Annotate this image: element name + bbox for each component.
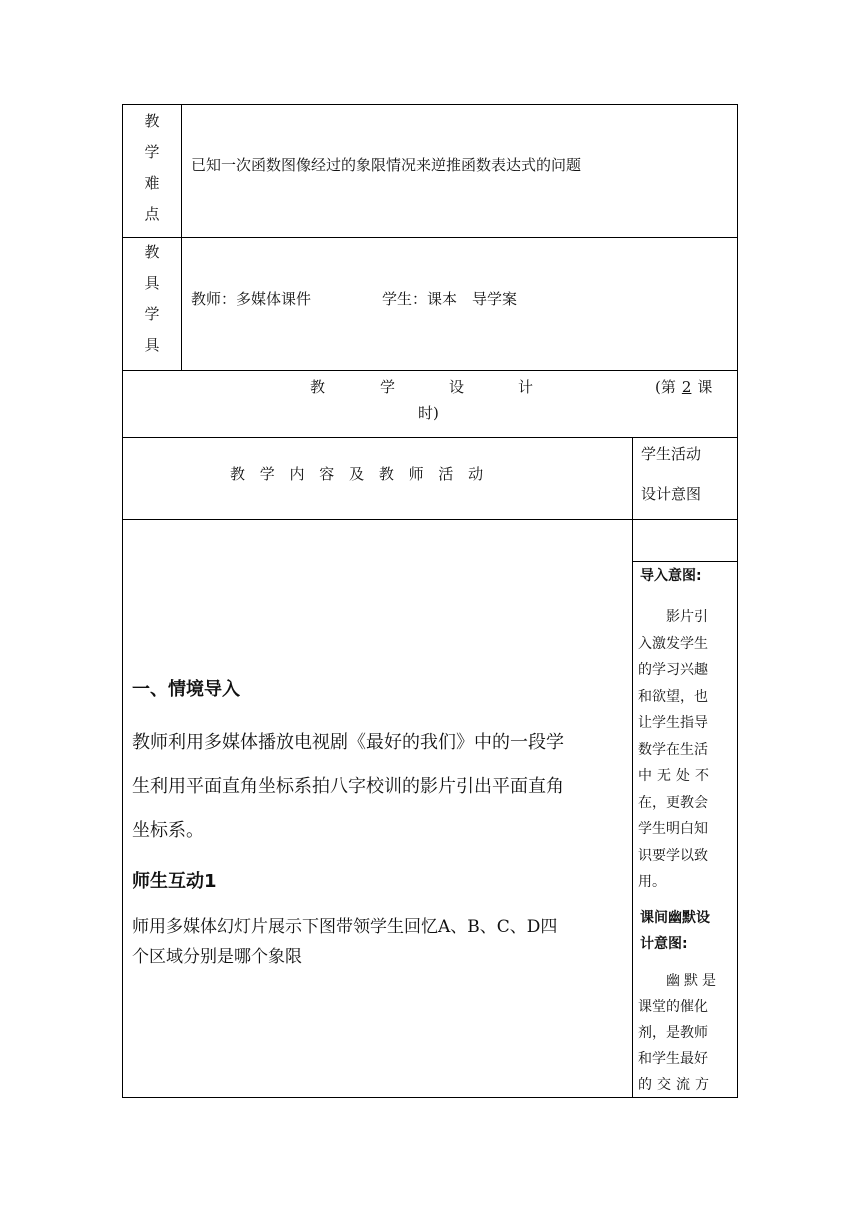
- intent-line: 入激发学生: [638, 635, 708, 652]
- tools-label-char: 具: [144, 336, 160, 354]
- intent-line: 学生明白知: [638, 821, 708, 837]
- humor-title-line: 课间幽默设: [640, 910, 710, 926]
- side-column-title-2: 设计意图: [641, 485, 702, 503]
- intent-line: 让学生指导: [638, 715, 708, 731]
- paragraph-line: 个区域分别是哪个象限: [132, 947, 302, 967]
- row-divider-3: [122, 437, 738, 438]
- lesson-no: 2: [681, 378, 692, 396]
- intent-line: 用。: [638, 874, 666, 890]
- difficulty-label-char: 点: [144, 205, 160, 223]
- humor-line: 剂，是教师: [638, 1025, 708, 1041]
- side-column-title-1: 学生活动: [641, 445, 702, 463]
- difficulty-label-char: 教: [144, 112, 160, 130]
- paragraph-line: 坐标系。: [132, 820, 204, 841]
- humor-title: [640, 905, 710, 957]
- side-column-divider: [632, 437, 633, 1098]
- row-divider-4: [122, 519, 738, 520]
- paragraph-line: 教师利用多媒体播放电视剧《最好的我们》中的一段学: [132, 732, 564, 753]
- content-column-title: 教 学 内 容 及 教 师 活 动: [230, 465, 484, 483]
- tools-label-char: 具: [144, 274, 160, 292]
- intent-text: [638, 604, 734, 896]
- difficulty-text: 已知一次函数图像经过的象限情况来逆推函数表达式的问题: [191, 156, 582, 174]
- interaction-title: 师生互动1: [132, 871, 217, 892]
- tools-label-char: 教: [144, 243, 160, 261]
- design-char: 设: [449, 378, 465, 396]
- table-border-top: [122, 104, 738, 105]
- difficulty-label-char: 学: [144, 143, 160, 161]
- table-border-right: [737, 104, 738, 1098]
- side-divider-1: [632, 561, 738, 562]
- tools-label-char: 学: [144, 305, 160, 323]
- lesson-end: 时): [418, 404, 439, 422]
- difficulty-label: [123, 106, 181, 230]
- row-divider-2: [122, 370, 738, 371]
- lesson-suffix: 课: [697, 378, 713, 396]
- lesson-prefix: (第: [655, 378, 676, 396]
- intent-title: 导入意图:: [640, 568, 702, 584]
- label-column-divider: [181, 104, 182, 371]
- paragraph-line: 生利用平面直角坐标系拍八字校训的影片引出平面直角: [132, 776, 564, 797]
- difficulty-label-char: 难: [144, 174, 160, 192]
- humor-line: 幽默是: [666, 973, 720, 989]
- design-char: 学: [380, 378, 396, 396]
- paragraph-line: 师用多媒体幻灯片展示下图带领学生回忆A、B、C、D四: [132, 917, 558, 937]
- intent-line: 识要学以致: [638, 847, 708, 864]
- humor-line: 和学生最好: [638, 1051, 708, 1067]
- tools-student: 学生：课本 导学案: [382, 290, 518, 308]
- intent-line: 在，更教会: [638, 794, 708, 811]
- humor-line: 的交流方: [638, 1077, 714, 1093]
- humor-text: [638, 968, 734, 1098]
- tools-teacher: 教师：多媒体课件: [191, 290, 312, 308]
- intent-line: 数学在生活: [638, 741, 708, 758]
- design-char: 教: [310, 378, 326, 396]
- row-divider-1: [122, 237, 738, 238]
- intent-line: 影片引: [666, 609, 708, 625]
- humor-line: 课堂的催化: [638, 999, 708, 1015]
- section-title: 一、情境导入: [132, 679, 240, 700]
- design-char: 计: [518, 378, 534, 396]
- humor-title-line: 计意图:: [640, 936, 688, 952]
- intent-line: 中无处不: [638, 768, 714, 784]
- lesson-number: [655, 376, 712, 397]
- intent-line: 的学习兴趣: [638, 662, 708, 678]
- intent-line: 和欲望，也: [638, 688, 708, 705]
- tools-label: [123, 237, 181, 361]
